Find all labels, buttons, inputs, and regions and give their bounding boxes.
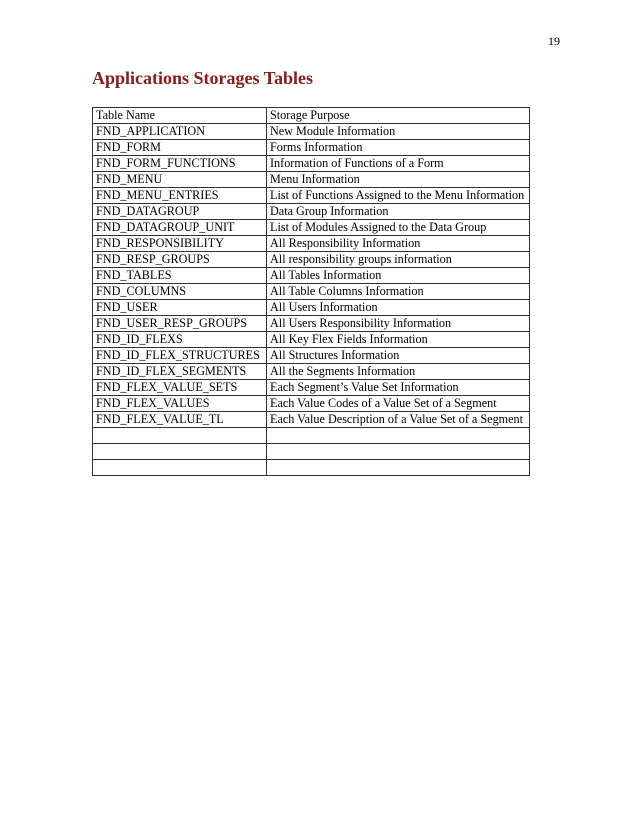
table-name-cell: FND_ID_FLEX_SEGMENTS [93, 364, 267, 380]
table-row [93, 140, 530, 156]
empty-cell [93, 428, 267, 444]
header-table-name: Table Name [93, 108, 267, 124]
table-row [93, 156, 530, 172]
storage-purpose-cell: Information of Functions of a Form [267, 156, 530, 172]
storage-purpose-cell: All Structures Information [267, 348, 530, 364]
section-heading: Applications Storages Tables [92, 68, 314, 88]
empty-table-row [93, 444, 530, 460]
table-name-cell: FND_FLEX_VALUES [93, 396, 267, 412]
table-name-cell: FND_TABLES [93, 268, 267, 284]
table-name-cell: FND_RESP_GROUPS [93, 252, 267, 268]
table-row [93, 396, 530, 412]
table-row [93, 412, 530, 428]
storage-purpose-cell: All the Segments Information [267, 364, 530, 380]
empty-cell [93, 460, 267, 476]
table-row [93, 316, 530, 332]
storage-purpose-cell: Each Segment’s Value Set Information [267, 380, 530, 396]
table-name-cell: FND_FORM [93, 140, 267, 156]
table-row [93, 204, 530, 220]
storage-purpose-cell: All Table Columns Information [267, 284, 530, 300]
storage-purpose-cell: Each Value Description of a Value Set of a Segment [267, 412, 530, 428]
table-row [93, 220, 530, 236]
table-name-cell: FND_ID_FLEXS [93, 332, 267, 348]
table-name-cell: FND_DATAGROUP [93, 204, 267, 220]
storage-purpose-cell: All Key Flex Fields Information [267, 332, 530, 348]
table-row [93, 252, 530, 268]
storage-purpose-cell: Menu Information [267, 172, 530, 188]
storage-purpose-cell: All Users Information [267, 300, 530, 316]
empty-cell [267, 444, 530, 460]
empty-table-row [93, 428, 530, 444]
storage-purpose-cell: New Module Information [267, 124, 530, 140]
table-row [93, 172, 530, 188]
table-row [93, 188, 530, 204]
header-storage-purpose: Storage Purpose [267, 108, 530, 124]
page-number: 19 [548, 34, 560, 48]
storage-purpose-cell: Each Value Codes of a Value Set of a Segment [267, 396, 530, 412]
storage-purpose-cell: All Users Responsibility Information [267, 316, 530, 332]
table-name-cell: FND_DATAGROUP_UNIT [93, 220, 267, 236]
empty-table-row [93, 460, 530, 476]
table-name-cell: FND_MENU [93, 172, 267, 188]
storage-purpose-cell: Data Group Information [267, 204, 530, 220]
storage-purpose-cell: All responsibility groups information [267, 252, 530, 268]
table-row [93, 348, 530, 364]
storage-purpose-cell: List of Functions Assigned to the Menu Information [267, 188, 530, 204]
table-row [93, 124, 530, 140]
table-name-cell: FND_RESPONSIBILITY [93, 236, 267, 252]
storage-purpose-cell: All Tables Information [267, 268, 530, 284]
storage-purpose-cell: List of Modules Assigned to the Data Group [267, 220, 530, 236]
table-row [93, 332, 530, 348]
table-row [93, 300, 530, 316]
table-row [93, 364, 530, 380]
empty-cell [267, 428, 530, 444]
table-header-row [93, 108, 530, 124]
table-name-cell: FND_FORM_FUNCTIONS [93, 156, 267, 172]
table-name-cell: FND_FLEX_VALUE_TL [93, 412, 267, 428]
table-row [93, 284, 530, 300]
table-name-cell: FND_MENU_ENTRIES [93, 188, 267, 204]
storage-purpose-cell: Forms Information [267, 140, 530, 156]
table-name-cell: FND_FLEX_VALUE_SETS [93, 380, 267, 396]
table-name-cell: FND_ID_FLEX_STRUCTURES [93, 348, 267, 364]
table-row [93, 236, 530, 252]
table-row [93, 380, 530, 396]
empty-cell [267, 460, 530, 476]
table-body [93, 108, 530, 476]
table-name-cell: FND_APPLICATION [93, 124, 267, 140]
table-name-cell: FND_USER_RESP_GROUPS [93, 316, 267, 332]
storage-tables-table [92, 107, 530, 476]
table-name-cell: FND_USER [93, 300, 267, 316]
table-row [93, 268, 530, 284]
table-name-cell: FND_COLUMNS [93, 284, 267, 300]
empty-cell [93, 444, 267, 460]
storage-purpose-cell: All Responsibility Information [267, 236, 530, 252]
